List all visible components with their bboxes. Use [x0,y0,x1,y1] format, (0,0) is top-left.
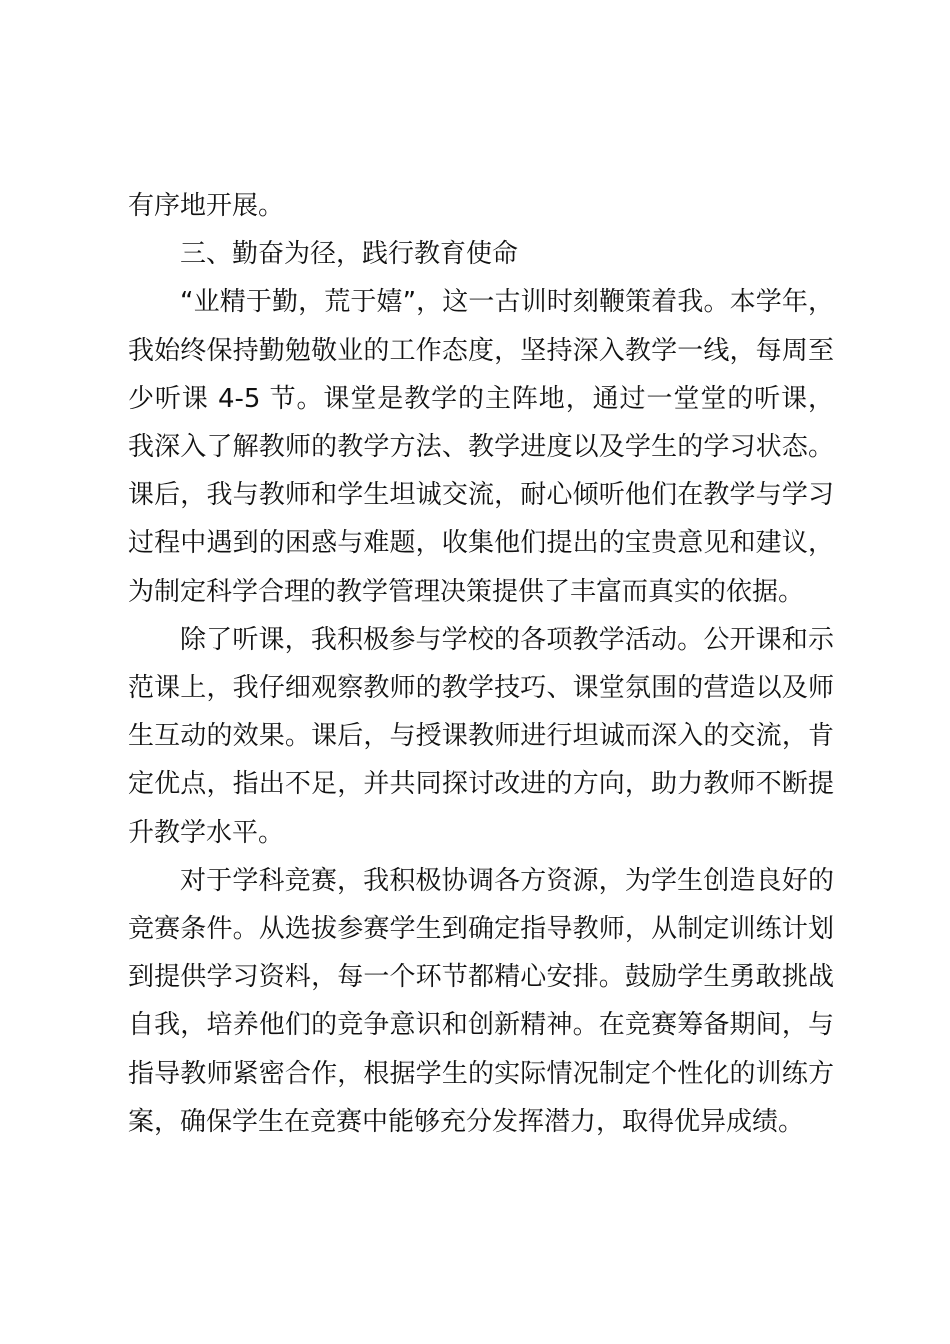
continuation-line: 有序地开展。 [128,191,285,221]
paragraph-1: “业精于勤，荒于嬉”，这一古训时刻鞭策着我。本学年，我始终保持勤勉敬业的工作态度，坚持深入教学一线，每周至少听课 4-5 节。课堂是教学的主阵地，通过一堂堂的听课，我深入了解教师的教学方法、教学进度以及学生的学习状态。课后，我与教师和学生坦诚交流，耐心倾听他们在教学与学习过程中遇到的困惑与难题，收集他们提出的宝贵意见和建议，为制定科学合理的教学管理决策提供了丰富而真实的依据。 [128,287,834,607]
section-heading: 三、勤奋为径，践行教育使命 [180,239,519,270]
document-body [128,182,834,1146]
paragraph-3: 对于学科竞赛，我积极协调各方资源，为学生创造良好的竞赛条件。从选拔参赛学生到确定指导教师，从制定训练计划到提供学习资料，每一个环节都精心安排。鼓励学生勇敢挑战自我，培养他们的竞争意识和创新精神。在竞赛筹备期间，与指导教师紧密合作，根据学生的实际情况制定个性化的训练方案，确保学生在竞赛中能够充分发挥潜力，取得优异成绩。 [128,865,834,1137]
paragraph-2: 除了听课，我积极参与学校的各项教学活动。公开课和示范课上，我仔细观察教师的教学技巧、课堂氛围的营造以及师生互动的效果。课后，与授课教师进行坦诚而深入的交流，肯定优点，指出不足，并共同探讨改进的方向，助力教师不断提升教学水平。 [128,624,834,848]
